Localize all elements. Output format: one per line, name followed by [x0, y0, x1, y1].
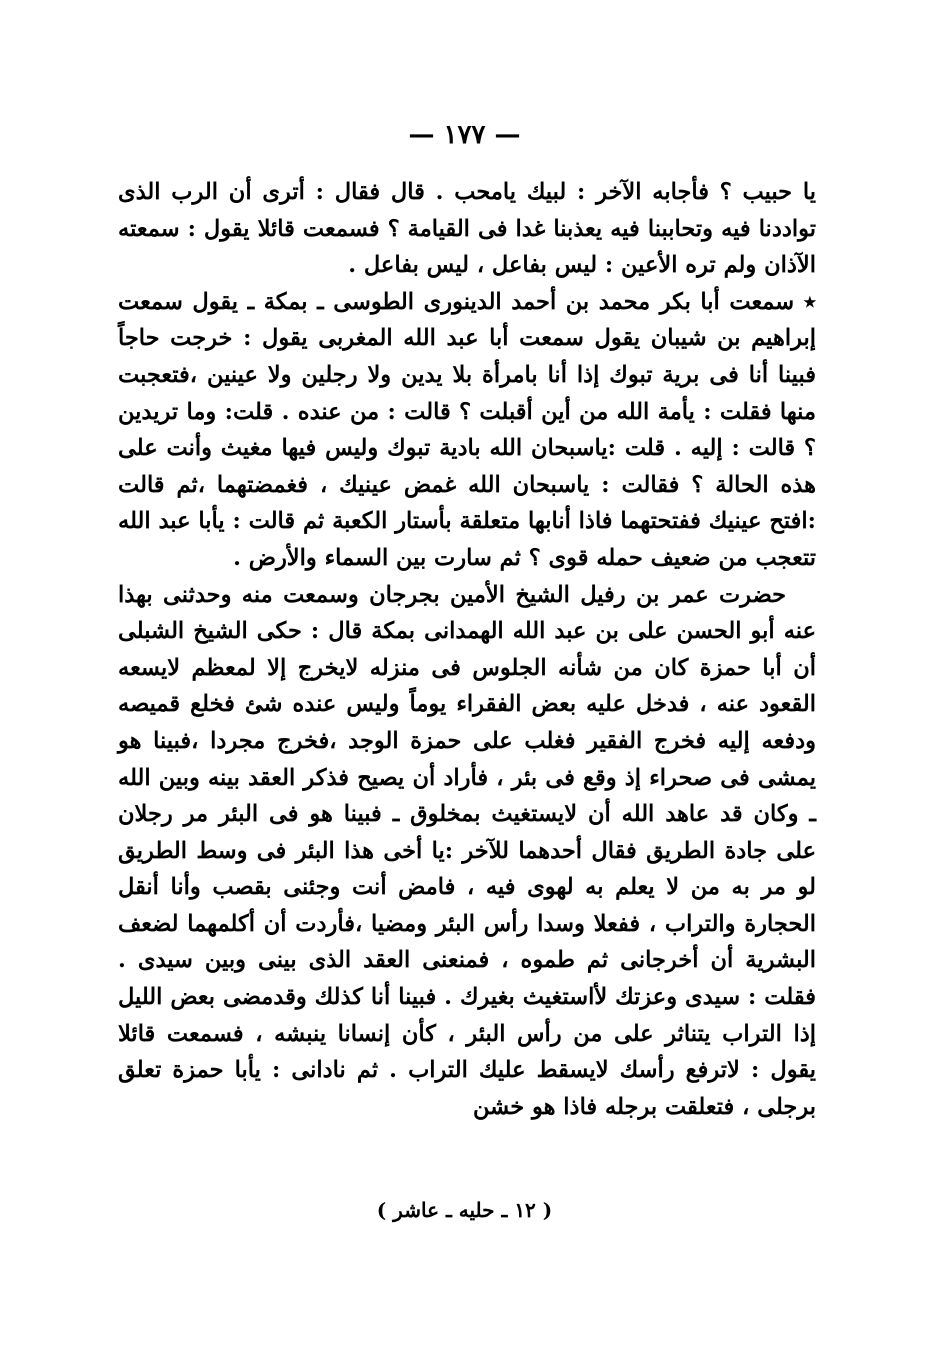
page-number: — ١٧٧ — — [408, 120, 521, 150]
paragraph-3: حضرت عمر بن رفيل الشيخ الأمين بجرجان وسمعت منه وحدثنى بهذا عنه أبو الحسن على بن عبد الله الهمدانى بمكة قال : حكى الشيخ الشبلى أن أبا حمزة كان من شأنه الجلوس فى منزله لايخرج إلا لمعظم لايسعه القعود عنه ، فدخل عليه بعض الفقراء يوماً وليس عنده شئ فخلع قميصه ودفعه إليه فخرج الفقير فغلب على حمزة الوجد ،فخرج مجردا ،فبينا هو يمشى فى صحراء إذ وقع فى بئر ، فأراد أن يصيح فذكر العقد بينه وبين الله ـ وكان قد عاهد الله أن لايستغيث بمخلوق ـ فبينا هو فى البئر مر رجلان على جادة الطريق فقال أحدهما للآخر :يا أخى هذا البئر فى وسط الطريق لو مر به من لا يعلم به لهوى فيه ، فامض أنت وجئنى بقصب وأنا أنقل الحجارة والتراب ، ففعلا وسدا رأس البئر ومضيا ،فأردت أن أكلمهما لضعف البشرية أن أخرجانى ثم طموه ، فمنعنى العقد الذى بينى وبين سيدى . فقلت : سيدى وعزتك لأاستغيث بغيرك . فبينا أنا كذلك وقدمضى بعض الليل إذا التراب يتناثر على من رأس البئر ، كأن إنسانا ينبشه ، فسمعت قائلا يقول : لاترفع رأسك لايسقط عليك التراب . ثم نادانى : يأبا حمزة تعلق برجلى ، فتعلقت برجله فاذا هو خشن — [118, 581, 816, 1120]
printer-signature: ( ١٢ ـ حليه ـ عاشر ) — [376, 1198, 553, 1222]
body-text — [118, 174, 816, 1125]
paragraph-1: يا حبيب ؟ فأجابه الآخر : لبيك يامحب . قال فقال : أترى أن الرب الذى تواددنا فيه وتحاببنا فيه يعذبنا غدا فى القيامة ؟ فسمعت قائلا يقول : سمعته الآذان ولم تره الأعين : ليس بفاعل ، ليس بفاعل . — [118, 179, 816, 279]
paragraph-2: ٭ سمعت أبا بكر محمد بن أحمد الدينورى الطوسى ـ بمكة ـ يقول سمعت إبراهيم بن شيبان يقول سمعت أبا عبد الله المغربى يقول : خرجت حاجاً فبينا أنا فى برية تبوك إذا أنا بامرأة بلا يدين ولا رجلين ولا عينين ،فتعجبت منها فقلت : يأمة الله من أين أقبلت ؟ قالت : من عنده . قلت: وما تريدين ؟ قالت : إليه . قلت :ياسبحان الله بادية تبوك وليس فيها مغيث وأنت على هذه الحالة ؟ فقالت : ياسبحان الله غمض عينيك ، فغمضتهما ،ثم قالت :افتح عينيك ففتحتهما فاذا أنابها متعلقة بأستار الكعبة ثم قالت : يأبا عبد الله تتعجب من ضعيف حمله قوى ؟ ثم سارت بين السماء والأرض . — [118, 288, 816, 571]
